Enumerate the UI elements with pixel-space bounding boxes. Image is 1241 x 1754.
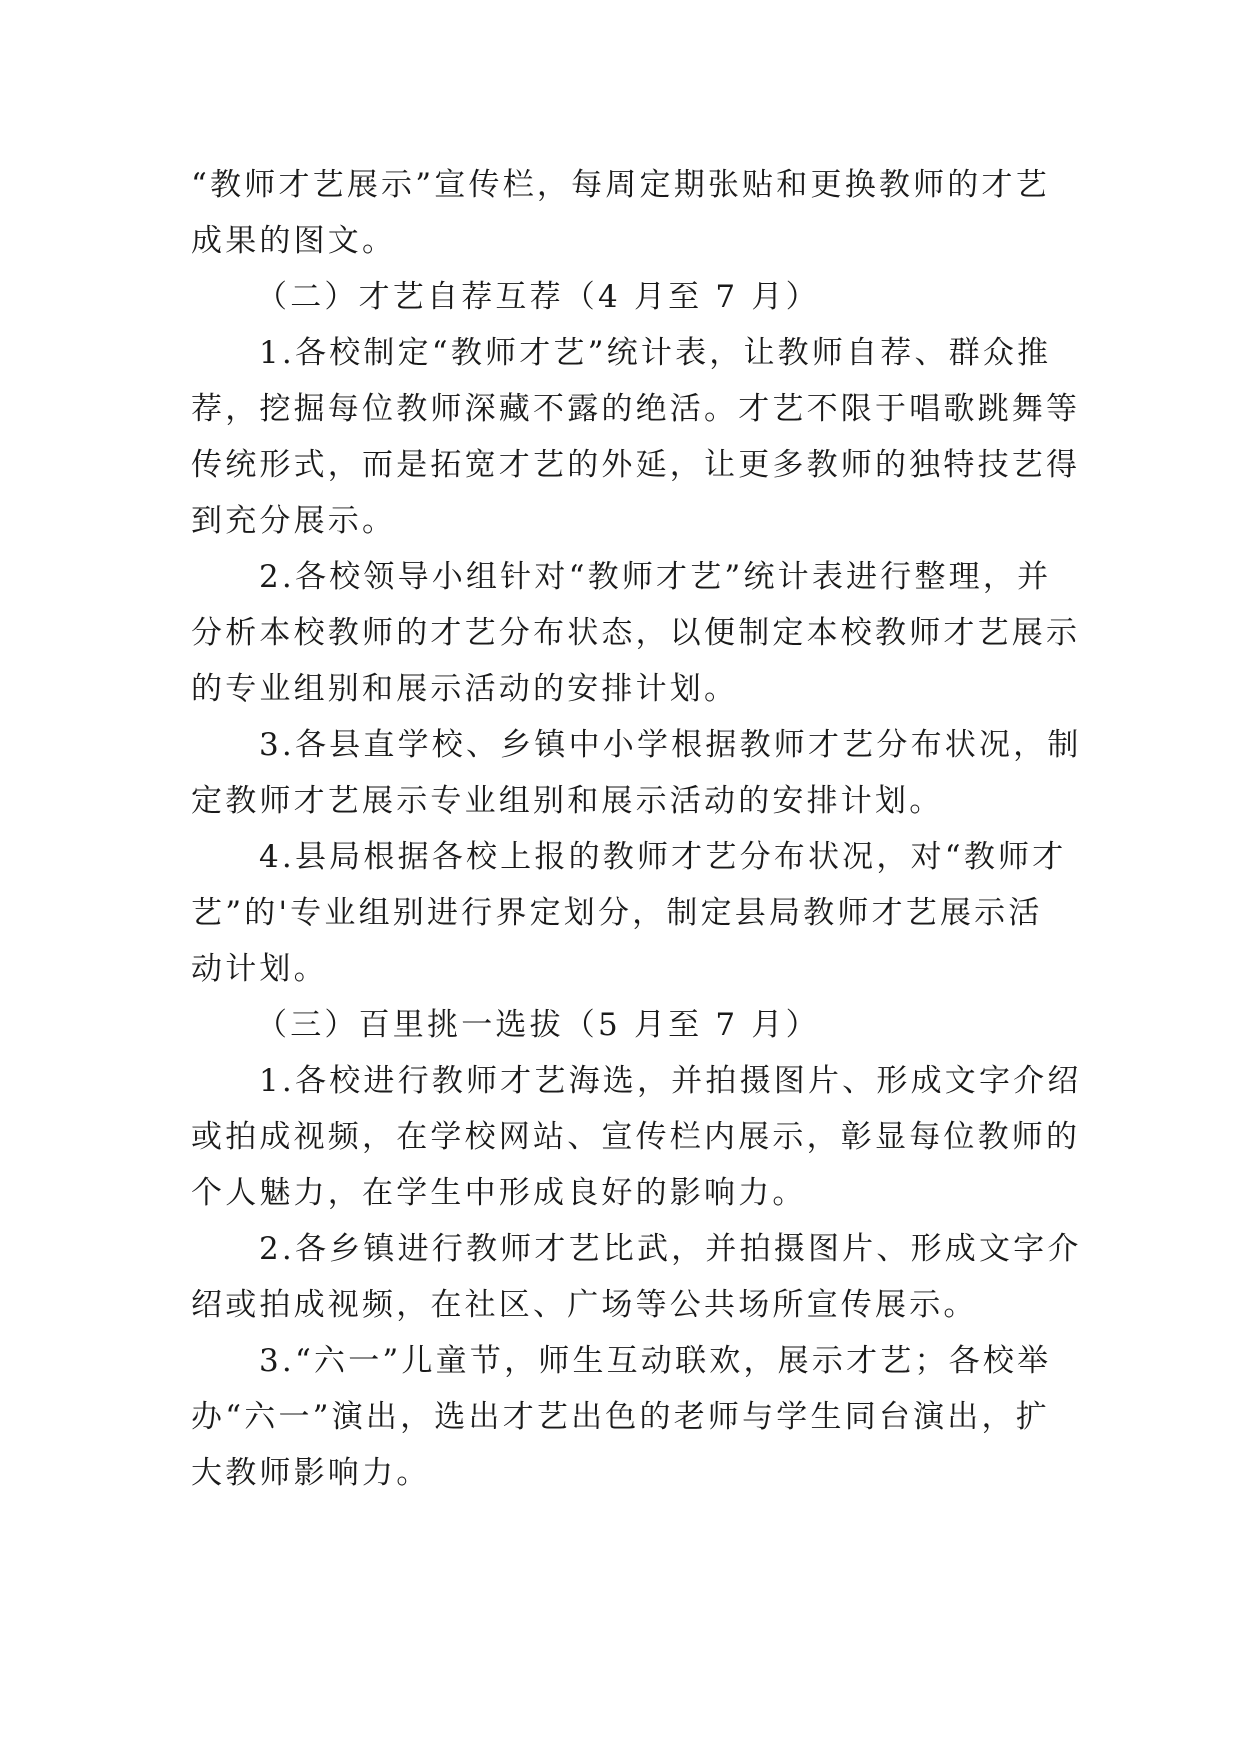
text-line: 4.县局根据各校上报的教师才艺分布状况，对“教师才 [259, 839, 1067, 875]
text-line: 绍或拍成视频，在社区、广场等公共场所宣传展示。 [191, 1287, 978, 1323]
text-line: 定教师才艺展示专业组别和展示活动的安排计划。 [191, 783, 944, 819]
text-line: 传统形式，而是拓宽才艺的外延，让更多教师的独特技艺得 [191, 447, 1081, 483]
text-line: 分析本校教师的才艺分布状态，以便制定本校教师才艺展示 [191, 615, 1081, 651]
text-line: 到充分展示。 [191, 503, 397, 539]
text-line: 1.各校制定“教师才艺”统计表，让教师自荐、群众推 [259, 335, 1052, 371]
text-line: 2.各乡镇进行教师才艺比武，并拍摄图片、形成文字介 [259, 1231, 1082, 1267]
text-line: 3.“六一”儿童节，师生互动联欢，展示才艺；各校举 [259, 1343, 1052, 1379]
section-heading: （二）才艺自荐互荐（4 月至 7 月） [256, 279, 820, 315]
text-line: 个人魅力，在学生中形成良好的影响力。 [191, 1175, 807, 1211]
text-line: 大教师影响力。 [191, 1455, 431, 1491]
text-line: “教师才艺展示”宣传栏，每周定期张贴和更换教师的才艺 [191, 167, 1050, 203]
text-line: 1.各校进行教师才艺海选，并拍摄图片、形成文字介绍 [259, 1063, 1082, 1099]
text-line: 的专业组别和展示活动的安排计划。 [191, 671, 739, 707]
text-line: 荐，挖掘每位教师深藏不露的绝活。才艺不限于唱歌跳舞等 [191, 391, 1081, 427]
text-line: 动计划。 [191, 951, 328, 987]
text-line: 或拍成视频，在学校网站、宣传栏内展示，彰显每位教师的 [191, 1119, 1081, 1155]
text-line: 办“六一”演出，选出才艺出色的老师与学生同台演出，扩 [191, 1399, 1050, 1435]
section-heading: （三）百里挑一选拔（5 月至 7 月） [256, 1007, 820, 1043]
text-line: 成果的图文。 [191, 223, 397, 259]
text-line: 艺”的'专业组别进行界定划分，制定县局教师才艺展示活 [191, 895, 1043, 931]
text-line: 3.各县直学校、乡镇中小学根据教师才艺分布状况，制 [259, 727, 1082, 763]
text-line: 2.各校领导小组针对“教师才艺”统计表进行整理，并 [259, 559, 1052, 595]
